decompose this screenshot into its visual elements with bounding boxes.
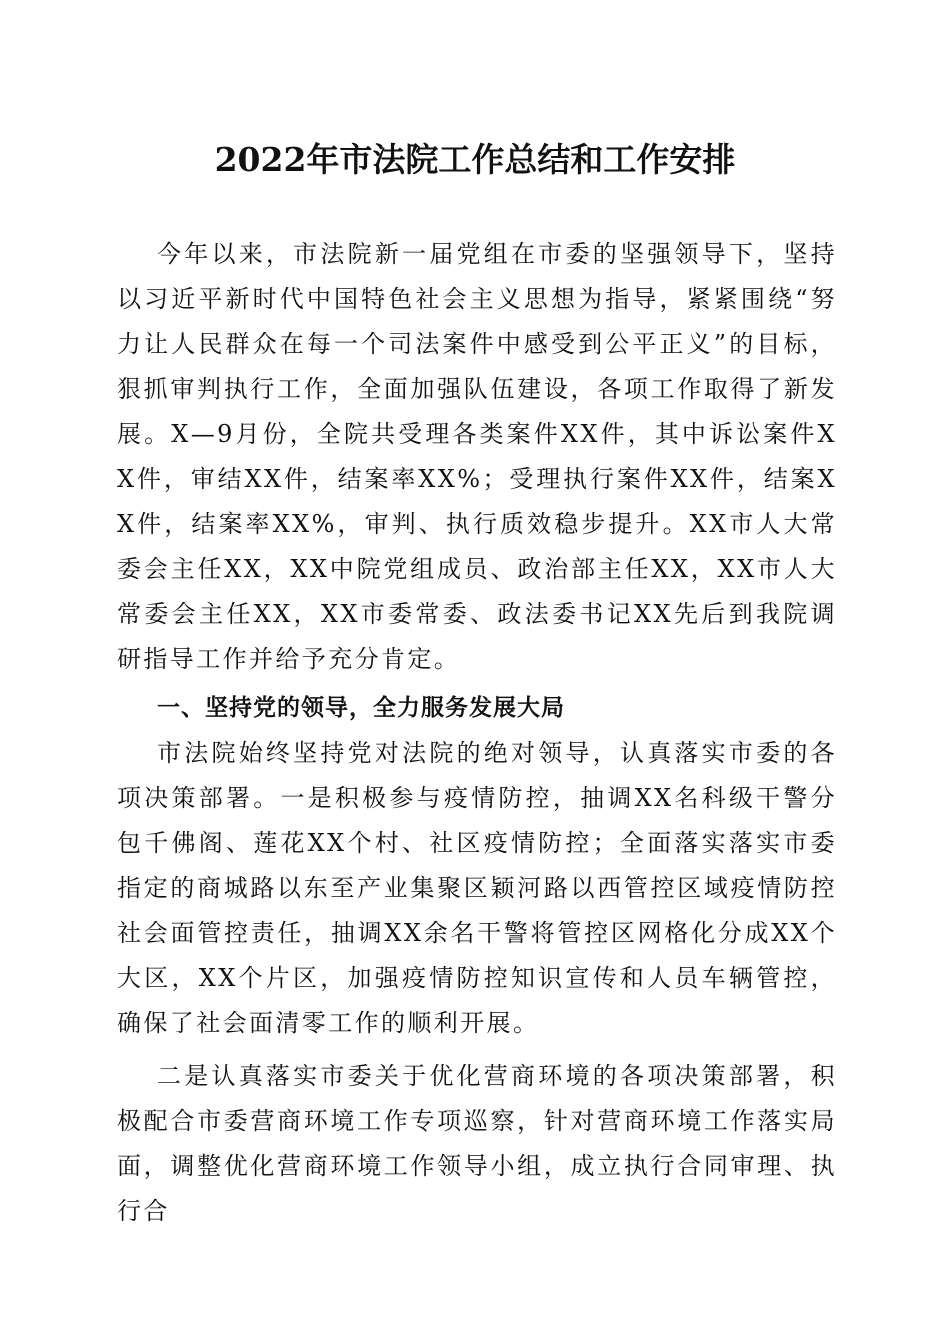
document-body (117, 232, 837, 1234)
intro-paragraph: 今年以来，市法院新一届党组在市委的坚强领导下，坚持以习近平新时代中国特色社会主义思想为指导，紧紧围绕“努力让人民群众在每一个司法案件中感受到公平正义”的目标，狠抓审判执行工作，全面加强队伍建设，各项工作取得了新发展。X—9月份，全院共受理各类案件XX件，其中诉讼案件XX件，审结XX件，结案率XX%；受理执行案件XX件，结案XX件，结案率XX%，审判、执行质效稳步提升。XX市人大常委会主任XX，XX中院党组成员、政治部主任XX，XX市人大常委会主任XX，XX市委常委、政法委书记XX先后到我院调研指导工作并给予充分肯定。 (117, 240, 837, 673)
section-1-paragraph-2: 二是认真落实市委关于优化营商环境的各项决策部署，积极配合市委营商环境工作专项巡察，针对营商环境工作落实局面，调整优化营商环境工作领导小组，成立执行合同审理、执行合 (117, 1062, 837, 1225)
section-heading-1: 一、坚持党的领导，全力服务发展大局 (157, 695, 565, 721)
section-1-paragraph-1: 市法院始终坚持党对法院的绝对领导，认真落实市委的各项决策部署。一是积极参与疫情防控，抽调XX名科级干警分包千佛阁、莲花XX个村、社区疫情防控；全面落实落实市委指定的商城路以东至产业集聚区颖河路以西管控区域疫情防控社会面管控责任，抽调XX余名干警将管控区网格化分成XX个大区，XX个片区，加强疫情防控知识宣传和人员车辆管控，确保了社会面清零工作的顺利开展。 (117, 739, 837, 1037)
document-title: 2022年市法院工作总结和工作安排 (214, 140, 736, 179)
